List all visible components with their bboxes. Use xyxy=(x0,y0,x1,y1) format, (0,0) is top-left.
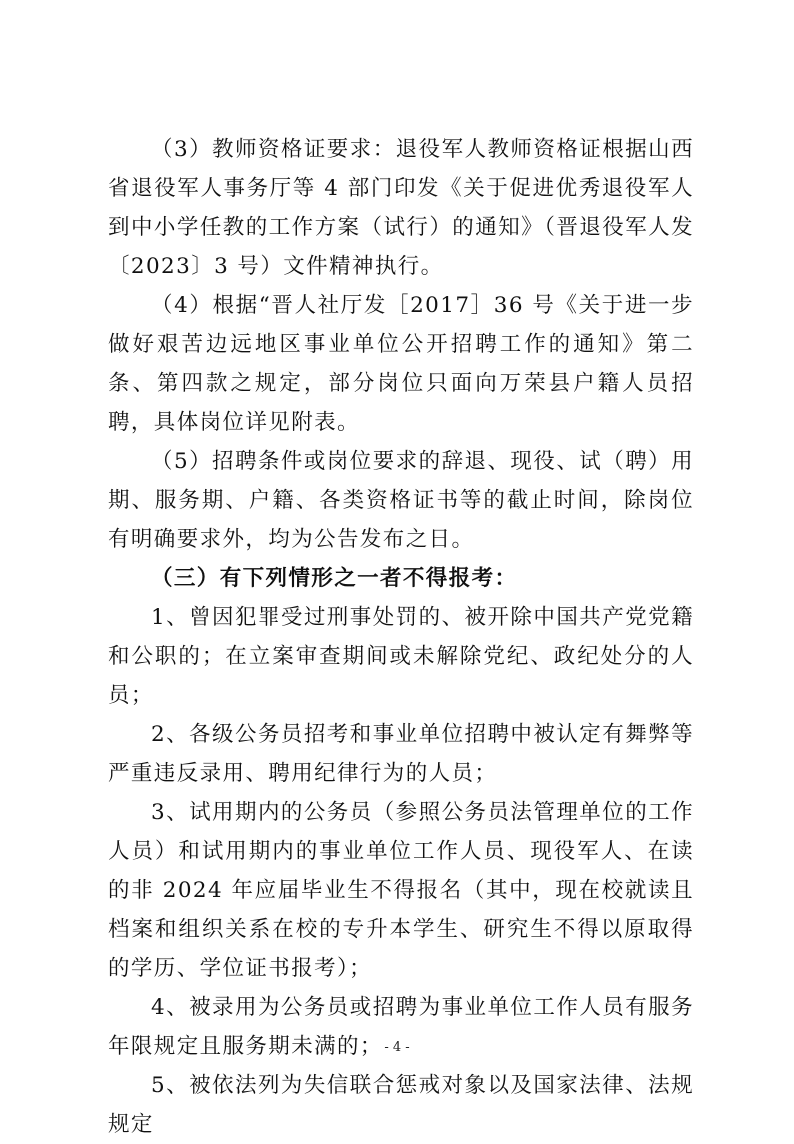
paragraph-teacher-qualification: （3）教师资格证要求：退役军人教师资格证根据山西省退役军人事务厅等 4 部门印发《关于促进优秀退役军人到中小学任教的工作方案（试行）的通知》（晋退役军人发〔2023〕3 号）文件精神执行。 xyxy=(108,137,694,279)
document-body xyxy=(108,130,694,1144)
section-heading-ineligible: （三）有下列情形之一者不得报考： xyxy=(151,566,518,591)
page-number: - 4 - xyxy=(384,1040,410,1055)
paragraph-household-registration: （4）根据“晋人社厅发［2017］36 号《关于进一步做好艰苦边远地区事业单位公开招聘工作的通知》第二条、第四款之规定，部分岗位只面向万荣县户籍人员招聘，具体岗位详见附表。 xyxy=(108,293,694,435)
paragraph-deadline: （5）招聘条件或岗位要求的辞退、现役、试（聘）用期、服务期、户籍、各类资格证书等的截止时间，除岗位有明确要求外，均为公告发布之日。 xyxy=(108,449,694,552)
paragraph-item-5: 5、被依法列为失信联合惩戒对象以及国家法律、法规规定 xyxy=(108,1073,694,1137)
paragraph-item-2: 2、各级公务员招考和事业单位招聘中被认定有舞弊等严重违反录用、聘用纪律行为的人员； xyxy=(108,722,694,786)
paragraph-item-4: 4、被录用为公务员或招聘为事业单位工作人员有服务年限规定且服务期未满的； xyxy=(108,995,694,1059)
paragraph-item-3: 3、试用期内的公务员（参照公务员法管理单位的工作人员）和试用期内的事业单位工作人员、现役军人、在读的非 2024 年应届毕业生不得报名（其中，现在校就读且档案和组织关系在校的专升本学生、研究生不得以原取得的学历、学位证书报考）； xyxy=(108,800,694,981)
paragraph-item-1: 1、曾因犯罪受过刑事处罚的、被开除中国共产党党籍和公职的；在立案审查期间或未解除党纪、政纪处分的人员； xyxy=(108,605,694,708)
